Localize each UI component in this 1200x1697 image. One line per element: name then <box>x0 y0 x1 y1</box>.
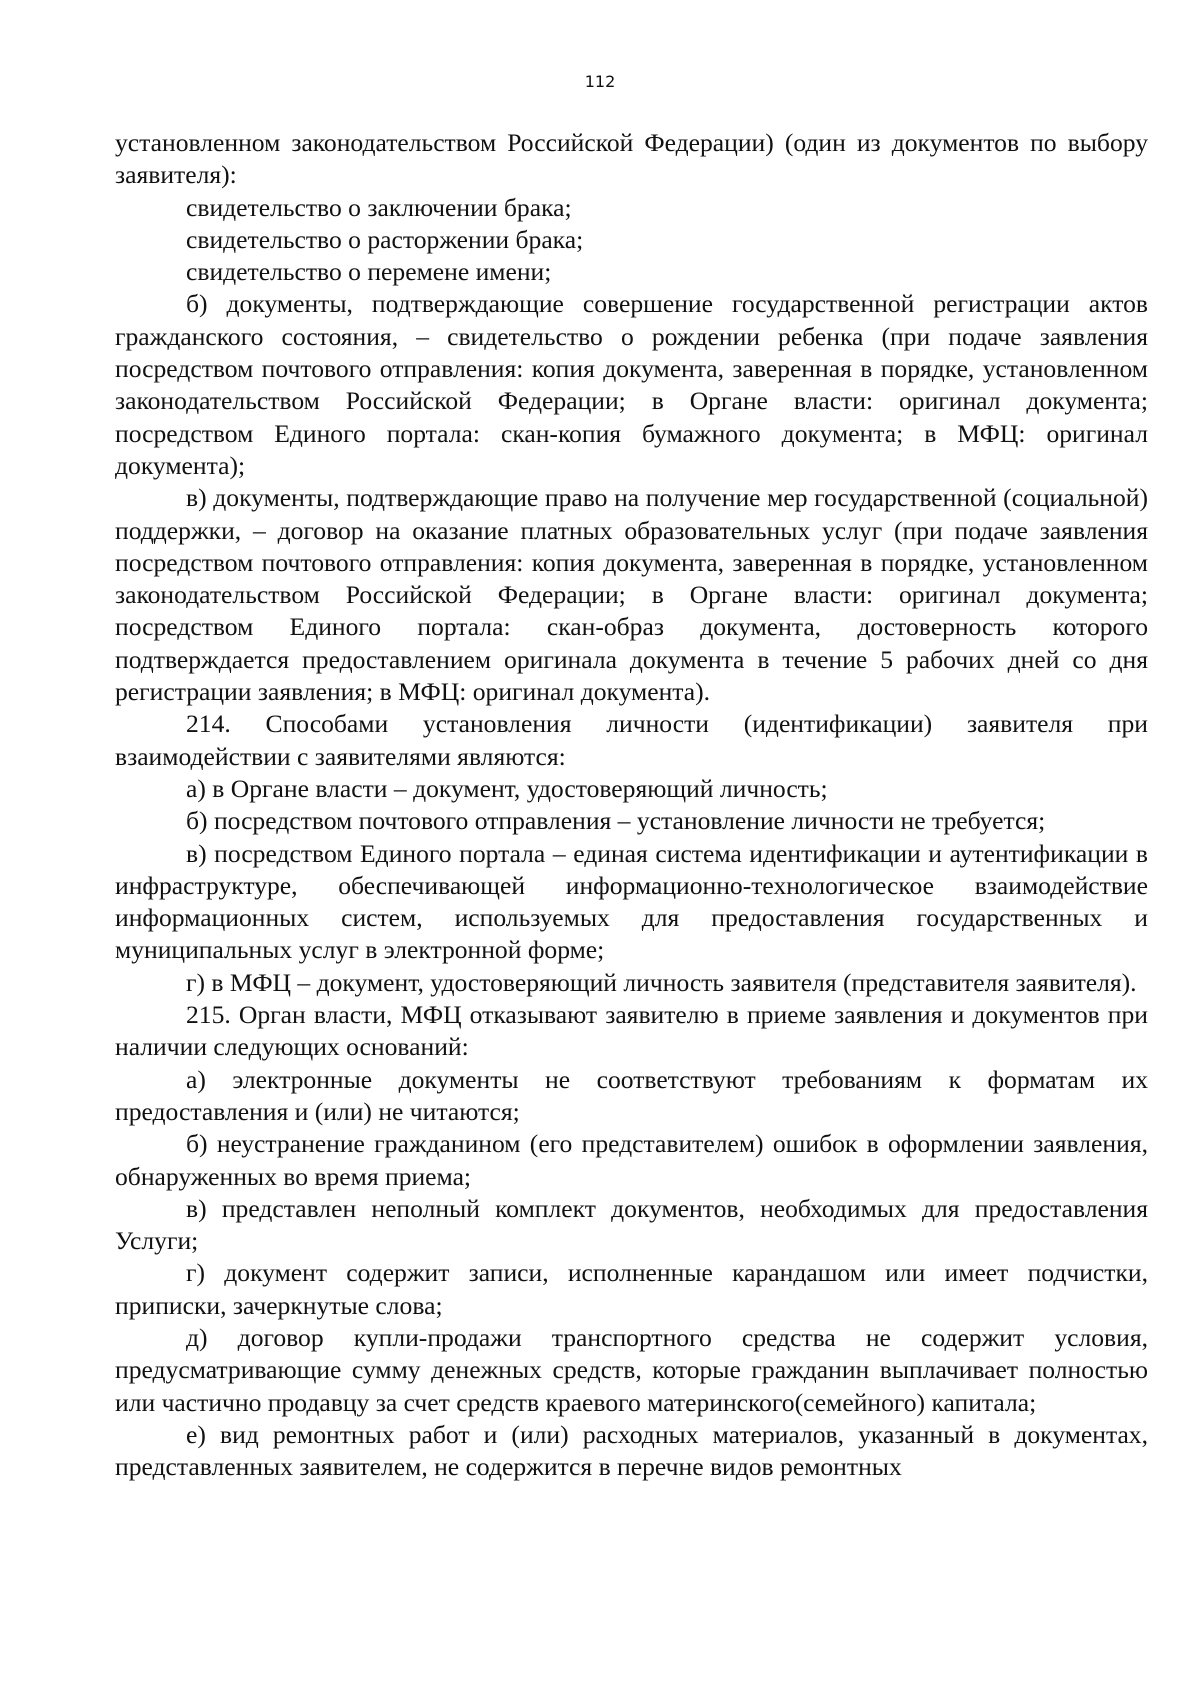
paragraph: б) документы, подтверждающие совершение государственной регистрации актов гражданского состояния, – свидетельство о рождении ребенка (при подаче заявления посредством почтового отправления: копия документа, заверенная в порядке, установленном законодательством Российской Федерации; в Органе власти: оригинал документа; посредством Единого портала: скан-копия бумажного документа; в МФЦ: оригинал документа); <box>115 289 1148 480</box>
paragraph: установленном законодательством Российской Федерации) (один из документов по выбору заявителя): <box>115 128 1148 190</box>
paragraph: свидетельство о перемене имени; <box>186 257 552 287</box>
paragraph: свидетельство о расторжении брака; <box>186 224 584 254</box>
paragraph: 215. Орган власти, МФЦ отказывают заявителю в приеме заявления и документов при наличии следующих оснований: <box>115 1000 1148 1062</box>
paragraph: д) договор купли-продажи транспортного средства не содержит условия, предусматривающие сумму денежных средств, которые гражданин выплачивает полностью или частично продавцу за счет средств краевого материнского(семейного) капитала; <box>115 1322 1148 1417</box>
page-number: 112 <box>584 72 616 91</box>
paragraph: а) в Органе власти – документ, удостоверяющий личность; <box>186 773 828 803</box>
paragraph: 214. Способами установления личности (идентификации) заявителя при взаимодействии с заявителями являются: <box>115 709 1148 771</box>
paragraph: в) посредством Единого портала – единая система идентификации и аутентификации в инфраструктуре, обеспечивающей информационно-технологическое взаимодействие информационных систем, используемых для предоставления государственных и муниципальных услуг в электронной форме; <box>115 838 1148 965</box>
document-body <box>115 127 1148 1483</box>
paragraph: в) представлен неполный комплект документов, необходимых для предоставления Услуги; <box>115 1193 1148 1256</box>
paragraph: а) электронные документы не соответствуют требованиям к форматам их предоставления и (или) не читаются; <box>115 1064 1148 1126</box>
paragraph: б) посредством почтового отправления – установление личности не требуется; <box>186 806 1046 836</box>
paragraph: в) документы, подтверждающие право на получение мер государственной (социальной) поддержки, – договор на оказание платных образовательных услуг (при подаче заявления посредством почтового отправления: копия документа, заверенная в порядке, установленном законодательством Российской Федерации; в Органе власти: оригинал документа; посредством Единого портала: скан-образ документа, достоверность которого подтверждается предоставлением оригинала документа в течение 5 рабочих дней со дня регистрации заявления; в МФЦ: оригинал документа). <box>115 483 1148 707</box>
paragraph: е) вид ремонтных работ и (или) расходных материалов, указанный в документах, представленных заявителем, не содержится в перечне видов ремонтных <box>115 1419 1148 1482</box>
paragraph: б) неустранение гражданином (его представителем) ошибок в оформлении заявления, обнаруженных во время приема; <box>115 1129 1148 1191</box>
paragraph: г) в МФЦ – документ, удостоверяющий личность заявителя (представителя заявителя). <box>186 967 1137 997</box>
paragraph: свидетельство о заключении брака; <box>186 192 572 222</box>
paragraph: г) документ содержит записи, исполненные карандашом или имеет подчистки, приписки, зачеркнутые слова; <box>115 1258 1148 1320</box>
